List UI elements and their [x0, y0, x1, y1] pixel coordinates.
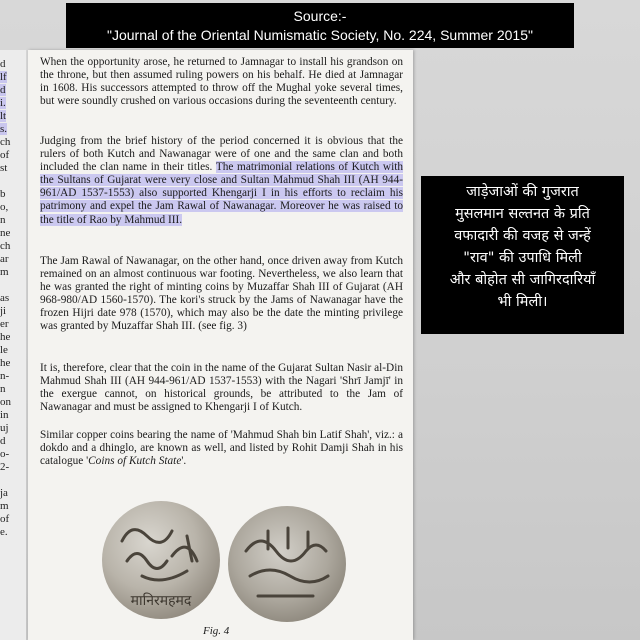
hindi-line: "राव" की उपाधि मिली	[463, 250, 582, 266]
fragment-text: i.	[0, 97, 6, 109]
catalogue-title: Coins of Kutch State	[88, 455, 182, 468]
coin-obverse-inscription	[102, 501, 220, 619]
highlighted-passage: The matrimonial relations of Kutch with the Sultans of Gujarat were very close and Sultan Mahmud Shah III (AH 944-961/AD 1537-1553) also supported Khengarji I in his efforts to reclaim his patrimony and expel the Jam Rawal of Nawanagar. Moreover he was raised to the title of Rao by Mahmud III.	[40, 161, 403, 226]
fragment-text: er	[0, 318, 9, 330]
fragment-text: le	[0, 344, 8, 356]
coin-nagari-legend: मानिरमहमद	[130, 593, 192, 609]
fragment-text: d	[0, 435, 6, 447]
fragment-text: on	[0, 396, 11, 408]
fragment-text: d	[0, 58, 6, 70]
paragraph-5-text: Similar copper coins bearing the name of 'Mahmud Shah bin Latif Shah', viz.: a dokdo and a dhinglo, are known as well, and listed by Rohit Damji Shah in his catalogue '	[40, 429, 403, 468]
hindi-line: भी मिली।	[497, 294, 548, 310]
hindi-annotation	[421, 176, 624, 334]
fragment-text: as	[0, 292, 10, 304]
fragment-text: uj	[0, 422, 9, 434]
previous-page-fragment	[0, 50, 26, 640]
fragment-text: m	[0, 500, 9, 512]
fragment-text: of	[0, 149, 10, 161]
fragment-text: ne	[0, 227, 11, 239]
figure-caption: Fig. 4	[203, 625, 230, 637]
fragment-text: d	[0, 84, 6, 96]
fragment-text: he	[0, 357, 11, 369]
fragment-text: b	[0, 188, 6, 200]
fragment-text: 2-	[0, 461, 10, 473]
paragraph-3: The Jam Rawal of Nawanagar, on the other hand, once driven away from Kutch remained on an almost continuous war footing. Nevertheless, we also learn that he was granted the right of minting coins by Muzaffar Shah III of Gujarat (AH 968-980/AD 1560-1570). The kori's struck by the Jams of Nawanagar have the frozen Hijri date 978 (1570), which may also be the date the minting privilege was granted by Muzaffar Shah III. (see fig. 3)	[40, 255, 403, 333]
coin-obverse-image	[102, 501, 220, 619]
paragraph-2-text: Judging from the brief history of the period concerned it is obvious that the rulers of both Kutch and Nawanagar were of one and the same clan and both included the clan name in their titles.	[40, 135, 403, 174]
fragment-text: ji	[0, 305, 7, 317]
fragment-text: lt	[0, 110, 7, 122]
fragment-text: ar	[0, 253, 9, 265]
paragraph-1: When the opportunity arose, he returned to Jamnagar to install his grandson on the throne, but then assumed ruling powers on his behalf. He died at Jamnagar in 1608. His successors attempted to throw off the Mughal yoke several times, but were soundly crushed on various occasions during the seventeenth century.	[40, 56, 403, 108]
paragraph-5	[40, 429, 403, 468]
paragraph-4: It is, therefore, clear that the coin in the name of the Gujarat Sultan Nasir al-Din Mahmud Shah III (AH 944-961/AD 1537-1553) with the Nagari 'Shrī Jamjī' in the exergue cannot, on historical grounds, be attributed to the Jam of Nawanagar and must be assigned to Khengarji I of Kutch.	[40, 362, 403, 414]
journal-page	[28, 50, 413, 640]
hindi-line: और बोहोत सी जागिरदारियाँ	[449, 272, 596, 288]
coin-reverse-inscription	[228, 506, 346, 622]
fragment-text: o-	[0, 448, 10, 460]
fragment-text: ch	[0, 240, 11, 252]
paragraph-5-end: '.	[181, 455, 187, 468]
source-label: Source:-	[293, 8, 347, 24]
fragment-text: in	[0, 409, 9, 421]
coin-reverse-image	[228, 506, 346, 622]
paragraph-2	[40, 135, 403, 227]
fragment-text: n	[0, 383, 6, 395]
fragment-text: s.	[0, 123, 8, 135]
source-citation: "Journal of the Oriental Numismatic Society, No. 224, Summer 2015"	[107, 27, 533, 43]
fragment-text: o,	[0, 201, 9, 213]
fragment-text: n	[0, 214, 6, 226]
fragment-text: ch	[0, 136, 11, 148]
fragment-text: lf	[0, 71, 7, 83]
fragment-text: st	[0, 162, 8, 174]
source-banner	[66, 3, 574, 48]
hindi-line: जाड़ेजाओं की गुजरात	[466, 184, 579, 200]
fragment-text: ja	[0, 487, 8, 499]
fragment-text: e.	[0, 526, 8, 538]
fragment-text: of	[0, 513, 10, 525]
hindi-line: मुसलमान सल्तनत के प्रति	[455, 206, 590, 222]
fragment-text: m	[0, 266, 9, 278]
fragment-text: n-	[0, 370, 10, 382]
hindi-line: वफादारी की वजह से जन्हें	[454, 228, 591, 244]
fragment-text: he	[0, 331, 11, 343]
